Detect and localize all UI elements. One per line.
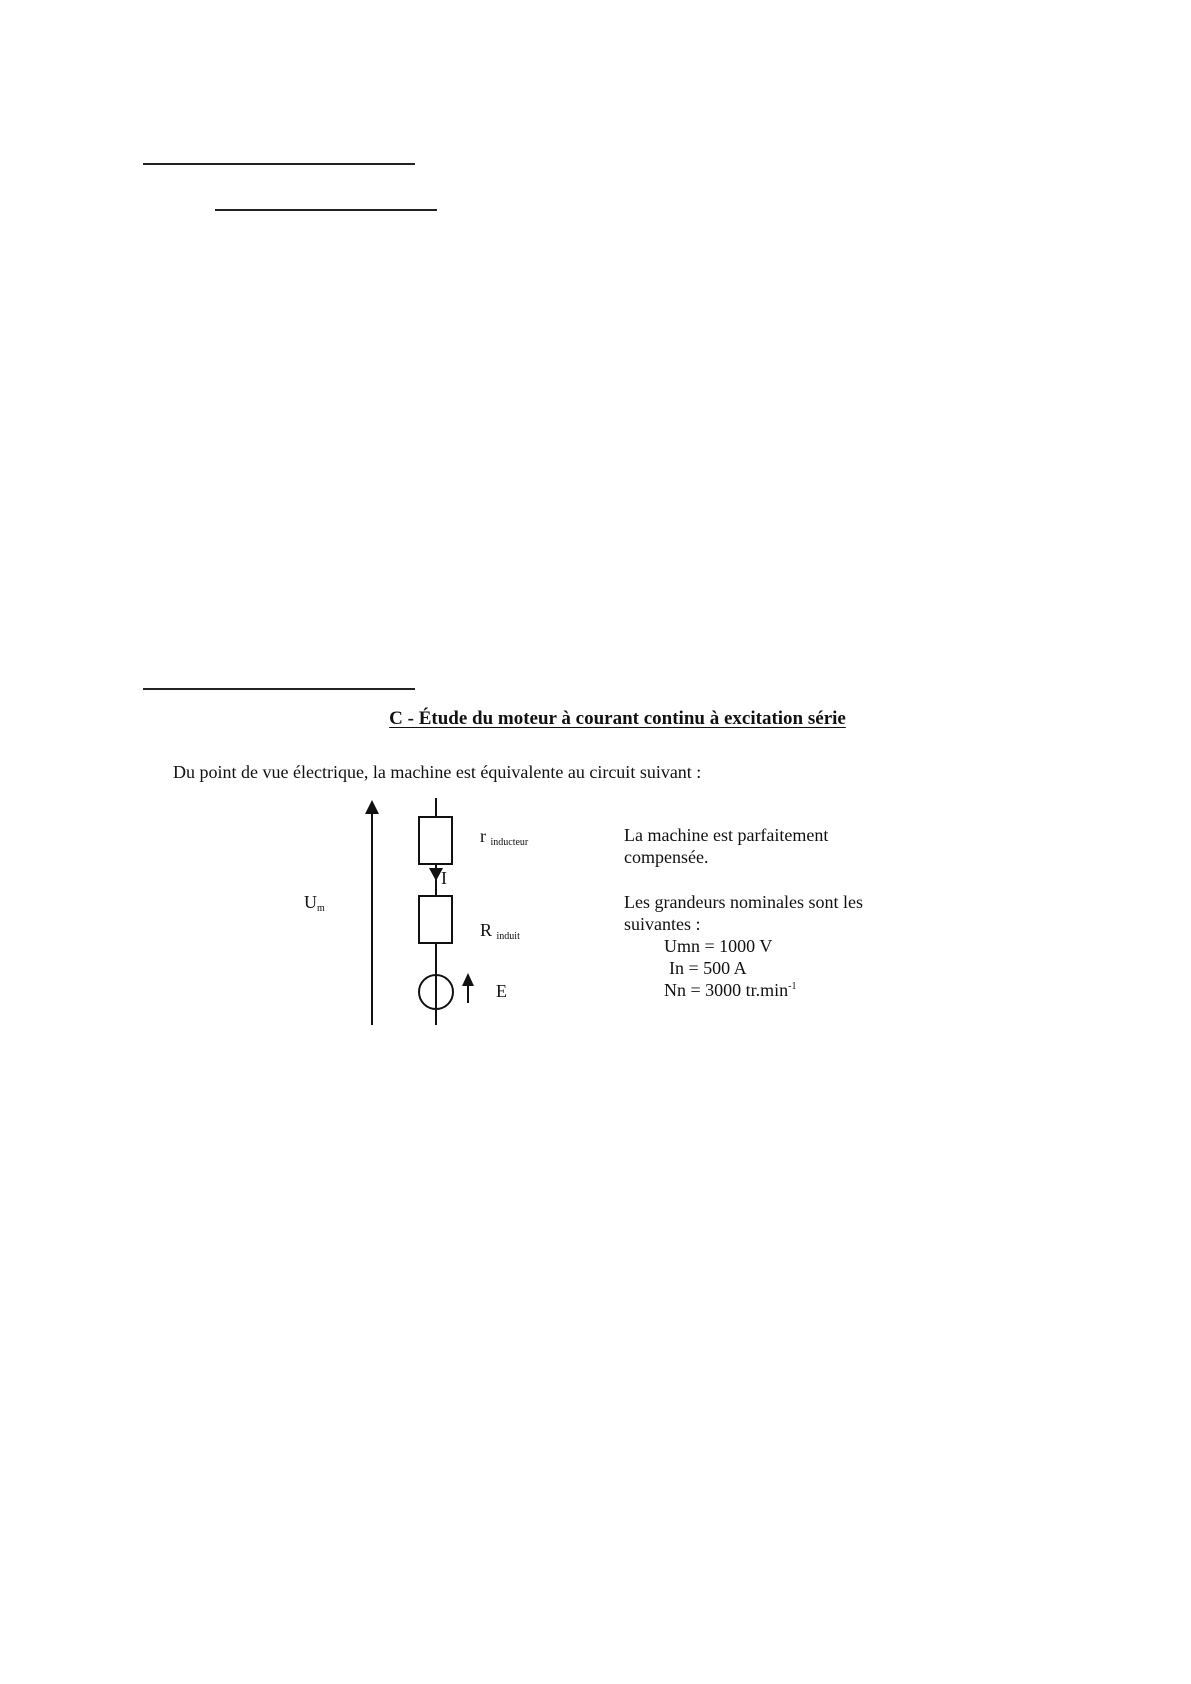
compensation-line-1: La machine est parfaitement (624, 825, 829, 845)
umn-value: Umn = 1000 V (664, 936, 773, 956)
nominal-line-1: Les grandeurs nominales sont les (624, 892, 863, 912)
nn-value: Nn = 3000 $tr.\min^{-1}$ (664, 980, 797, 1000)
emf-arrow-head (462, 973, 474, 986)
intro-text: Du point de vue électrique, la machine est équivalente au circuit suivant : (173, 762, 702, 782)
compensation-note (624, 824, 828, 868)
resistor-induit (419, 896, 452, 943)
voltage-arrow-head (365, 800, 379, 814)
nominal-line-2: suivantes : (624, 914, 701, 934)
in-value: In = 500 A (669, 958, 747, 978)
section-title: C - Étude du moteur à courant continu à excitation série (389, 708, 846, 729)
r-induit-label: R induit (480, 920, 520, 942)
voltage-label: Um (304, 892, 325, 914)
emf-label: E (496, 981, 507, 1001)
current-label: I (441, 868, 447, 888)
compensation-line-2: compensée. (624, 847, 709, 867)
nominal-values (624, 891, 863, 1005)
r-inducteur-label: r inducteur (480, 826, 529, 848)
resistor-inducteur (419, 817, 452, 864)
